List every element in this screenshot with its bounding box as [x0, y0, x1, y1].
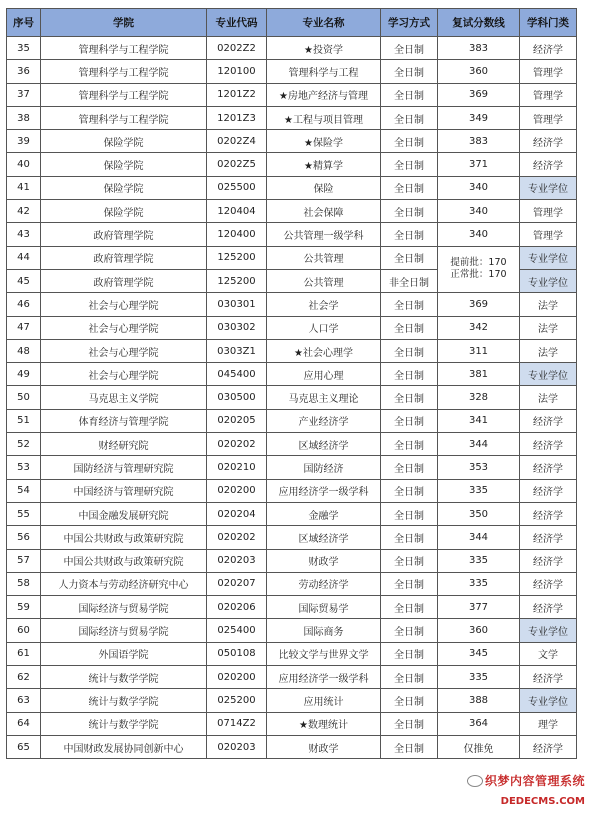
table-row: [7, 409, 577, 432]
major-name-cell: ★保险学: [267, 130, 381, 153]
college-cell: 中国公共财政与政策研究院: [41, 526, 207, 549]
row-number: 44: [7, 246, 41, 269]
study-mode-cell: 全日制: [381, 502, 438, 525]
table-row: [7, 549, 577, 572]
major-code-cell: 020205: [207, 409, 267, 432]
study-mode-cell: 全日制: [381, 689, 438, 712]
score-cell: 340: [438, 223, 520, 246]
study-mode-cell: 全日制: [381, 642, 438, 665]
score-cell: 341: [438, 409, 520, 432]
major-code-cell: 1201Z3: [207, 106, 267, 129]
table-row: [7, 176, 577, 199]
row-number: 40: [7, 153, 41, 176]
row-number: 41: [7, 176, 41, 199]
score-cell: 344: [438, 526, 520, 549]
category-cell: 经济学: [520, 456, 577, 479]
category-cell: 专业学位: [520, 619, 577, 642]
major-name-cell: ★精算学: [267, 153, 381, 176]
row-number: 48: [7, 339, 41, 362]
college-cell: 政府管理学院: [41, 246, 207, 269]
score-cell: 360: [438, 619, 520, 642]
row-number: 53: [7, 456, 41, 479]
major-code-cell: 125200: [207, 269, 267, 292]
study-mode-cell: 全日制: [381, 60, 438, 83]
category-cell: 管理学: [520, 83, 577, 106]
table-row: [7, 526, 577, 549]
major-name-cell: 金融学: [267, 502, 381, 525]
row-number: 50: [7, 386, 41, 409]
score-cell: 383: [438, 37, 520, 60]
college-cell: 财经研究院: [41, 433, 207, 456]
major-name-cell: ★社会心理学: [267, 339, 381, 362]
major-name-cell: 应用经济学一级学科: [267, 479, 381, 502]
major-code-cell: 0714Z2: [207, 712, 267, 735]
study-mode-cell: 全日制: [381, 666, 438, 689]
table-row: [7, 479, 577, 502]
category-cell: 管理学: [520, 106, 577, 129]
major-code-cell: 0202Z2: [207, 37, 267, 60]
college-cell: 国际经济与贸易学院: [41, 596, 207, 619]
major-name-cell: 区域经济学: [267, 433, 381, 456]
row-number: 59: [7, 596, 41, 619]
score-cell: 350: [438, 502, 520, 525]
row-number: 54: [7, 479, 41, 502]
major-name-cell: 公共管理: [267, 246, 381, 269]
major-name-cell: 比较文学与世界文学: [267, 642, 381, 665]
college-cell: 管理科学与工程学院: [41, 106, 207, 129]
category-cell: 法学: [520, 339, 577, 362]
column-header: 专业代码: [207, 9, 267, 37]
major-code-cell: 0303Z1: [207, 339, 267, 362]
study-mode-cell: 全日制: [381, 246, 438, 269]
score-cell: 340: [438, 200, 520, 223]
row-number: 58: [7, 572, 41, 595]
category-cell: 理学: [520, 712, 577, 735]
row-number: 64: [7, 712, 41, 735]
category-cell: 经济学: [520, 479, 577, 502]
table-row: [7, 386, 577, 409]
major-code-cell: 025500: [207, 176, 267, 199]
score-cell: 381: [438, 363, 520, 386]
table-row: [7, 200, 577, 223]
major-name-cell: 区域经济学: [267, 526, 381, 549]
row-number: 45: [7, 269, 41, 292]
major-name-cell: 财政学: [267, 735, 381, 758]
major-name-cell: 应用统计: [267, 689, 381, 712]
table-row: [7, 60, 577, 83]
major-name-cell: 应用心理: [267, 363, 381, 386]
score-cell: 364: [438, 712, 520, 735]
score-cell: 342: [438, 316, 520, 339]
college-cell: 外国语学院: [41, 642, 207, 665]
table-row: [7, 293, 577, 316]
college-cell: 保险学院: [41, 153, 207, 176]
category-cell: 法学: [520, 293, 577, 316]
study-mode-cell: 全日制: [381, 712, 438, 735]
score-cell: 353: [438, 456, 520, 479]
major-code-cell: 020200: [207, 479, 267, 502]
major-name-cell: 国际商务: [267, 619, 381, 642]
major-code-cell: 020210: [207, 456, 267, 479]
category-cell: 专业学位: [520, 689, 577, 712]
study-mode-cell: 全日制: [381, 106, 438, 129]
table-row: [7, 246, 577, 269]
score-cell: 335: [438, 479, 520, 502]
score-cell: 360: [438, 60, 520, 83]
category-cell: 专业学位: [520, 246, 577, 269]
score-cell: 369: [438, 83, 520, 106]
college-cell: 统计与数学学院: [41, 666, 207, 689]
table-row: [7, 339, 577, 362]
study-mode-cell: 全日制: [381, 153, 438, 176]
table-row: [7, 83, 577, 106]
column-header: 复试分数线: [438, 9, 520, 37]
row-number: 49: [7, 363, 41, 386]
college-cell: 马克思主义学院: [41, 386, 207, 409]
major-name-cell: 社会保障: [267, 200, 381, 223]
major-code-cell: 045400: [207, 363, 267, 386]
study-mode-cell: 全日制: [381, 572, 438, 595]
score-cell: 340: [438, 176, 520, 199]
major-code-cell: 0202Z5: [207, 153, 267, 176]
study-mode-cell: 全日制: [381, 293, 438, 316]
college-cell: 统计与数学学院: [41, 712, 207, 735]
study-mode-cell: 全日制: [381, 386, 438, 409]
college-cell: 管理科学与工程学院: [41, 37, 207, 60]
major-name-cell: ★房地产经济与管理: [267, 83, 381, 106]
row-number: 47: [7, 316, 41, 339]
score-cell: 311: [438, 339, 520, 362]
study-mode-cell: 全日制: [381, 83, 438, 106]
row-number: 46: [7, 293, 41, 316]
score-cell: 仅推免: [438, 735, 520, 758]
row-number: 43: [7, 223, 41, 246]
table-row: [7, 456, 577, 479]
major-name-cell: 社会学: [267, 293, 381, 316]
study-mode-cell: 全日制: [381, 37, 438, 60]
table-row: [7, 363, 577, 386]
row-number: 60: [7, 619, 41, 642]
major-code-cell: 030301: [207, 293, 267, 316]
major-code-cell: 020202: [207, 433, 267, 456]
score-cell: 377: [438, 596, 520, 619]
major-name-cell: 人口学: [267, 316, 381, 339]
college-cell: 体育经济与管理学院: [41, 409, 207, 432]
table-row: [7, 642, 577, 665]
major-code-cell: 020204: [207, 502, 267, 525]
watermark: [467, 770, 585, 808]
study-mode-cell: 全日制: [381, 130, 438, 153]
major-code-cell: 0202Z4: [207, 130, 267, 153]
score-cell: 335: [438, 572, 520, 595]
category-cell: 专业学位: [520, 269, 577, 292]
table-body: [7, 37, 577, 759]
study-mode-cell: 全日制: [381, 339, 438, 362]
study-mode-cell: 全日制: [381, 619, 438, 642]
table-row: [7, 223, 577, 246]
table-row: [7, 502, 577, 525]
row-number: 62: [7, 666, 41, 689]
score-cell: 383: [438, 130, 520, 153]
category-cell: 经济学: [520, 549, 577, 572]
score-cell: 328: [438, 386, 520, 409]
college-cell: 社会与心理学院: [41, 316, 207, 339]
study-mode-cell: 全日制: [381, 456, 438, 479]
college-cell: 中国经济与管理研究院: [41, 479, 207, 502]
college-cell: 社会与心理学院: [41, 339, 207, 362]
table-row: [7, 433, 577, 456]
score-cell: 335: [438, 549, 520, 572]
category-cell: 经济学: [520, 526, 577, 549]
row-number: 65: [7, 735, 41, 758]
category-cell: 专业学位: [520, 176, 577, 199]
college-cell: 中国金融发展研究院: [41, 502, 207, 525]
category-cell: 经济学: [520, 596, 577, 619]
score-cell: 369: [438, 293, 520, 316]
table-row: [7, 572, 577, 595]
merged-score-cell: [438, 246, 520, 293]
category-cell: 管理学: [520, 200, 577, 223]
major-name-cell: 财政学: [267, 549, 381, 572]
major-name-cell: 产业经济学: [267, 409, 381, 432]
study-mode-cell: 全日制: [381, 526, 438, 549]
score-table: [6, 8, 577, 759]
column-header: 学习方式: [381, 9, 438, 37]
score-early-batch: 提前批：170: [450, 257, 507, 269]
major-code-cell: 020202: [207, 526, 267, 549]
study-mode-cell: 全日制: [381, 200, 438, 223]
watermark-cn: 织梦内容管理系统: [484, 774, 585, 788]
study-mode-cell: 非全日制: [381, 269, 438, 292]
table-row: [7, 130, 577, 153]
major-name-cell: ★投资学: [267, 37, 381, 60]
score-cell: 344: [438, 433, 520, 456]
row-number: 37: [7, 83, 41, 106]
study-mode-cell: 全日制: [381, 433, 438, 456]
row-number: 38: [7, 106, 41, 129]
major-name-cell: 应用经济学一级学科: [267, 666, 381, 689]
college-cell: 社会与心理学院: [41, 363, 207, 386]
category-cell: 经济学: [520, 409, 577, 432]
row-number: 63: [7, 689, 41, 712]
major-code-cell: 030500: [207, 386, 267, 409]
category-cell: 法学: [520, 316, 577, 339]
table-row: [7, 596, 577, 619]
category-cell: 经济学: [520, 666, 577, 689]
study-mode-cell: 全日制: [381, 409, 438, 432]
college-cell: 国防经济与管理研究院: [41, 456, 207, 479]
study-mode-cell: 全日制: [381, 596, 438, 619]
study-mode-cell: 全日制: [381, 176, 438, 199]
row-number: 57: [7, 549, 41, 572]
college-cell: 国际经济与贸易学院: [41, 619, 207, 642]
college-cell: 管理科学与工程学院: [41, 60, 207, 83]
major-code-cell: 025400: [207, 619, 267, 642]
row-number: 52: [7, 433, 41, 456]
category-cell: 经济学: [520, 37, 577, 60]
category-cell: 经济学: [520, 735, 577, 758]
study-mode-cell: 全日制: [381, 316, 438, 339]
column-header: 学院: [41, 9, 207, 37]
college-cell: 中国财政发展协同创新中心: [41, 735, 207, 758]
college-cell: 管理科学与工程学院: [41, 83, 207, 106]
header-row: [7, 9, 577, 37]
major-code-cell: 050108: [207, 642, 267, 665]
major-code-cell: 020200: [207, 666, 267, 689]
column-header: 学科门类: [520, 9, 577, 37]
major-name-cell: ★数理统计: [267, 712, 381, 735]
score-cell: 345: [438, 642, 520, 665]
table-row: [7, 106, 577, 129]
table-row: [7, 37, 577, 60]
major-code-cell: 120404: [207, 200, 267, 223]
category-cell: 法学: [520, 386, 577, 409]
major-code-cell: 120100: [207, 60, 267, 83]
row-number: 39: [7, 130, 41, 153]
major-code-cell: 030302: [207, 316, 267, 339]
college-cell: 政府管理学院: [41, 223, 207, 246]
category-cell: 专业学位: [520, 363, 577, 386]
watermark-en: DEDECMS.COM: [500, 796, 585, 807]
study-mode-cell: 全日制: [381, 479, 438, 502]
row-number: 35: [7, 37, 41, 60]
row-number: 42: [7, 200, 41, 223]
college-cell: 保险学院: [41, 200, 207, 223]
major-name-cell: 国防经济: [267, 456, 381, 479]
major-name-cell: 保险: [267, 176, 381, 199]
table-row: [7, 712, 577, 735]
table-row: [7, 689, 577, 712]
major-code-cell: 125200: [207, 246, 267, 269]
major-name-cell: 公共管理: [267, 269, 381, 292]
watermark-logo-icon: [467, 775, 483, 787]
table-row: [7, 153, 577, 176]
score-cell: 349: [438, 106, 520, 129]
row-number: 36: [7, 60, 41, 83]
row-number: 51: [7, 409, 41, 432]
major-code-cell: 020203: [207, 549, 267, 572]
major-name-cell: 劳动经济学: [267, 572, 381, 595]
college-cell: 保险学院: [41, 176, 207, 199]
study-mode-cell: 全日制: [381, 223, 438, 246]
major-name-cell: 国际贸易学: [267, 596, 381, 619]
column-header: 专业名称: [267, 9, 381, 37]
major-name-cell: 管理科学与工程: [267, 60, 381, 83]
score-cell: 388: [438, 689, 520, 712]
major-code-cell: 020207: [207, 572, 267, 595]
category-cell: 经济学: [520, 502, 577, 525]
category-cell: 经济学: [520, 433, 577, 456]
column-header: 序号: [7, 9, 41, 37]
category-cell: 管理学: [520, 223, 577, 246]
table-row: [7, 735, 577, 758]
table-row: [7, 619, 577, 642]
major-name-cell: 公共管理一级学科: [267, 223, 381, 246]
score-cell: 371: [438, 153, 520, 176]
major-name-cell: 马克思主义理论: [267, 386, 381, 409]
score-cell: 335: [438, 666, 520, 689]
college-cell: 政府管理学院: [41, 269, 207, 292]
study-mode-cell: 全日制: [381, 549, 438, 572]
college-cell: 统计与数学学院: [41, 689, 207, 712]
category-cell: 管理学: [520, 60, 577, 83]
row-number: 55: [7, 502, 41, 525]
college-cell: 中国公共财政与政策研究院: [41, 549, 207, 572]
major-code-cell: 120400: [207, 223, 267, 246]
table-row: [7, 666, 577, 689]
score-regular-batch: 正常批：170: [450, 269, 507, 281]
category-cell: 经济学: [520, 153, 577, 176]
major-code-cell: 025200: [207, 689, 267, 712]
college-cell: 社会与心理学院: [41, 293, 207, 316]
category-cell: 经济学: [520, 130, 577, 153]
major-code-cell: 1201Z2: [207, 83, 267, 106]
major-code-cell: 020206: [207, 596, 267, 619]
category-cell: 经济学: [520, 572, 577, 595]
category-cell: 文学: [520, 642, 577, 665]
study-mode-cell: 全日制: [381, 363, 438, 386]
row-number: 56: [7, 526, 41, 549]
major-code-cell: 020203: [207, 735, 267, 758]
college-cell: 保险学院: [41, 130, 207, 153]
table-row: [7, 316, 577, 339]
major-name-cell: ★工程与项目管理: [267, 106, 381, 129]
row-number: 61: [7, 642, 41, 665]
college-cell: 人力资本与劳动经济研究中心: [41, 572, 207, 595]
study-mode-cell: 全日制: [381, 735, 438, 758]
